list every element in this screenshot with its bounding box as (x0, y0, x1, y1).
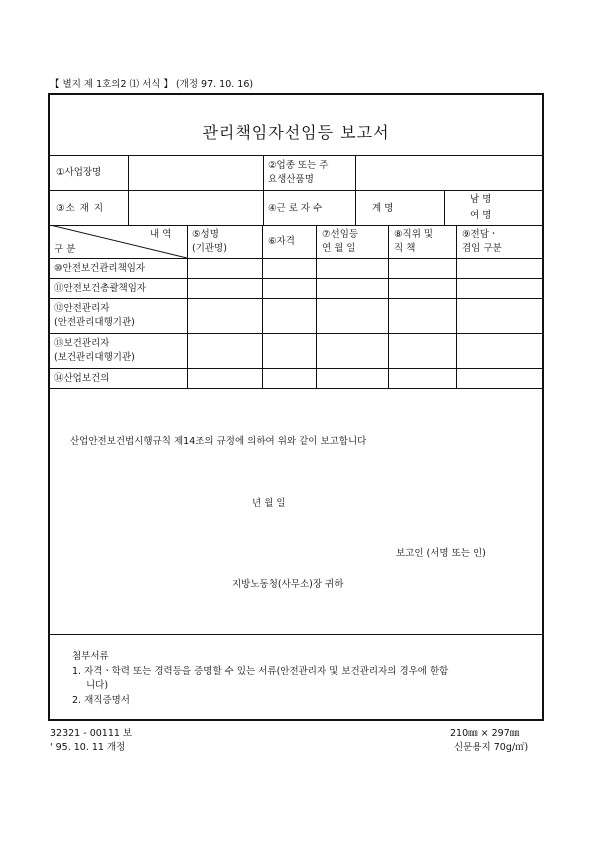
row-divider (50, 388, 542, 389)
revision-date: ' 95. 10. 11 개정 (50, 742, 126, 753)
row-label-safety-agency: (안전관리대행기관) (54, 317, 135, 328)
industry-label-cont: 요생산품명 (268, 174, 314, 185)
date-header: ⑦선임등 (322, 229, 359, 240)
col-divider (444, 190, 445, 225)
statement-text: 산업안전보건법시행규칙 제14조의 규정에 의하여 위와 같이 보고합니다 (70, 436, 367, 447)
workplace-name-field[interactable] (129, 156, 262, 189)
row-divider (50, 333, 542, 334)
workers-male: 남 명 (470, 194, 492, 205)
workplace-name-label: ①사업장명 (56, 167, 102, 178)
form-reference-note: 【 별지 제 1호의2 ⑴ 서식 】 (개정 97. 10. 16) (50, 79, 254, 90)
row-label-safety-manager: ⑫안전관리자 (54, 303, 110, 314)
address-label: ③소 재 지 (56, 203, 105, 214)
position-header: ⑧직위 및 (394, 229, 434, 240)
name-header: ⑤성명 (192, 229, 219, 240)
report-date: 년 월 일 (252, 498, 286, 509)
industry-label: ②업종 또는 주 (268, 160, 329, 171)
industry-field[interactable] (356, 156, 541, 189)
name-header-cont: (기관명) (192, 243, 227, 254)
row-label-occupational-physician: ⑭산업보건의 (54, 373, 110, 384)
date-header-cont: 연 월 일 (322, 243, 356, 254)
col-divider (187, 225, 188, 388)
col-divider (263, 155, 264, 225)
title-area (50, 95, 542, 156)
col-divider (456, 225, 457, 388)
workers-total: 계 명 (372, 203, 394, 214)
row-divider (50, 190, 542, 191)
row-divider (50, 634, 542, 635)
col-divider (316, 225, 317, 388)
attachments-title: 첨부서류 (72, 651, 109, 662)
dedicated-header-cont: 겸임 구분 (462, 243, 502, 254)
row-label-safety-health-manager: ⑩안전보건관리책임자 (54, 263, 146, 274)
workers-label: ④근 로 자 수 (268, 203, 323, 214)
workers-female: 여 명 (470, 210, 492, 221)
addressee: 지방노동청(사무소)장 귀하 (232, 579, 344, 590)
row-divider (50, 258, 542, 259)
division-header: 구 분 (54, 244, 76, 255)
address-field[interactable] (129, 191, 262, 224)
content-header: 내 역 (150, 229, 172, 240)
form-number: 32321 - 00111 보 (50, 728, 133, 739)
row-label-health-manager: ⑬보건관리자 (54, 338, 110, 349)
row-label-health-agency: (보건관리대행기관) (54, 352, 135, 363)
row-label-general-manager: ⑪안전보건총괄책임자 (54, 283, 147, 294)
qualification-header: ⑥자격 (268, 236, 295, 247)
position-header-cont: 직 책 (394, 243, 416, 254)
attachment-item-2: 2. 재직증명서 (72, 695, 130, 706)
col-divider (262, 225, 263, 388)
paper-size: 210㎜ × 297㎜ (450, 728, 520, 739)
paper-type: 신문용지 70g/㎡) (454, 742, 529, 753)
form-title: 관리책임자선임등 보고서 (202, 123, 390, 142)
col-divider (388, 225, 389, 388)
row-divider (50, 368, 542, 369)
attachment-item-1: 1. 자격ㆍ학력 또는 경력등을 증명할 수 있는 서류(안전관리자 및 보건관리자의 경우에 한함 (72, 666, 449, 677)
dedicated-header: ⑨전담ㆍ (462, 229, 499, 240)
reporter-signature: 보고인 (서명 또는 인) (396, 548, 486, 559)
row-divider (50, 278, 542, 279)
row-divider (50, 298, 542, 299)
attachment-item-1-cont: 니다) (86, 680, 109, 691)
